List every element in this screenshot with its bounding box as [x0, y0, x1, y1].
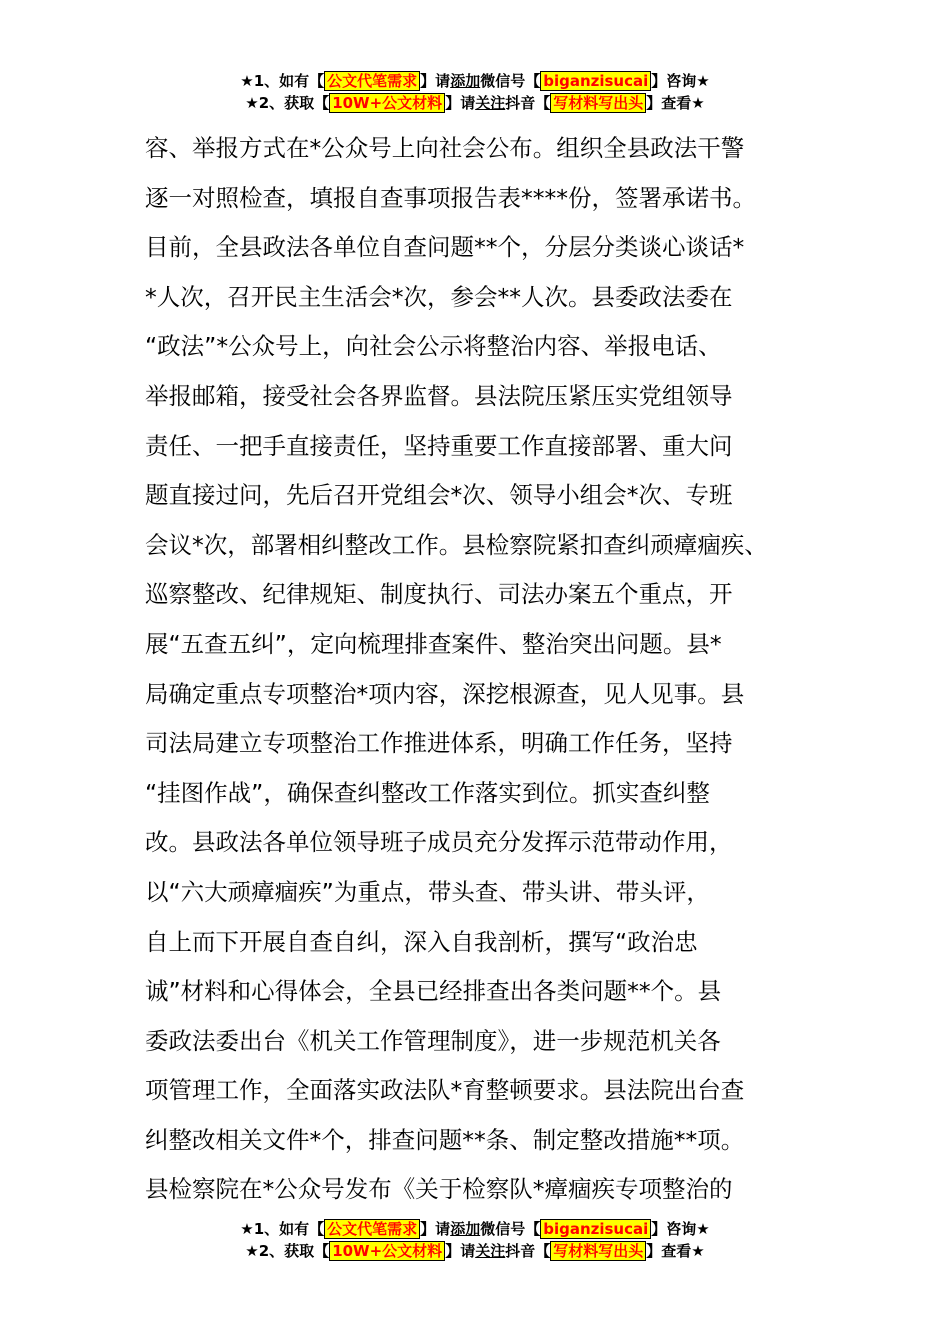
banner-line-1 — [0, 1218, 950, 1240]
banner-text: ★1、如有【 — [240, 72, 325, 90]
highlight-wechat-id: biganzisucai — [540, 1219, 651, 1239]
banner-text: 】请 — [420, 1220, 451, 1238]
highlight-materials: 10W+公文材料 — [329, 93, 445, 113]
underlined-follow: 关注 — [475, 94, 506, 112]
banner-text: 】查看★ — [646, 94, 705, 112]
banner-text: 抖音【 — [505, 1242, 551, 1260]
banner-text: ★2、获取【 — [245, 1242, 330, 1260]
banner-text: ★1、如有【 — [240, 1220, 325, 1238]
banner-text: 微信号【 — [480, 1220, 541, 1238]
body-line: 会议*次，部署相纠整改工作。县检察院紧扣查纠顽瘴痼疾、 — [145, 530, 768, 559]
banner-text: 】咨询★ — [651, 1220, 710, 1238]
highlight-materials: 10W+公文材料 — [329, 1241, 445, 1261]
body-line: 诚”材料和心得体会，全县已经排查出各类问题**个。县 — [145, 977, 722, 1006]
banner-line-2 — [0, 1240, 950, 1262]
body-line: 展“五查五纠”，定向梳理排查案件、整治突出问题。县* — [145, 629, 722, 658]
highlight-wechat-id: biganzisucai — [540, 71, 651, 91]
body-line: 以“六大顽瘴痼疾”为重点，带头查、带头讲、带头评， — [145, 877, 710, 906]
body-line: 巡察整改、纪律规矩、制度执行、司法办案五个重点，开 — [145, 580, 733, 609]
body-line: 委政法委出台《机关工作管理制度》，进一步规范机关各 — [145, 1026, 721, 1055]
banner-text: 】咨询★ — [651, 72, 710, 90]
body-line: 举报邮箱，接受社会各界监督。县法院压紧压实党组领导 — [145, 381, 733, 410]
body-line: “挂图作战”，确保查纠整改工作落实到位。抓实查纠整 — [145, 778, 710, 807]
highlight-douyin-account: 写材料写出头 — [550, 93, 646, 113]
banner-text: 】请 — [445, 94, 476, 112]
document-body — [145, 124, 825, 1215]
banner-text: 抖音【 — [505, 94, 551, 112]
underlined-add: 添加 — [450, 72, 481, 90]
body-line: 县检察院在*公众号发布《关于检察队*瘴痼疾专项整治的 — [145, 1175, 733, 1204]
footer-banner — [0, 1218, 950, 1262]
banner-text: ★2、获取【 — [245, 94, 330, 112]
banner-text: 】请 — [420, 72, 451, 90]
body-line: 自上而下开展自查自纠，深入自我剖析，撰写“政治忠 — [145, 927, 698, 956]
underlined-follow: 关注 — [475, 1242, 506, 1260]
body-line: “政法”*公众号上，向社会公示将整治内容、举报电话、 — [145, 332, 722, 361]
body-line: 逐一对照检查，填报自查事项报告表****份，签署承诺书。 — [145, 183, 756, 212]
body-line: 局确定重点专项整治*项内容，深挖根源查，见人见事。县 — [145, 679, 745, 708]
underlined-add: 添加 — [450, 1220, 481, 1238]
body-line: *人次，召开民主生活会*次，参会**人次。县委政法委在 — [145, 282, 733, 311]
banner-line-2 — [0, 92, 950, 114]
banner-text: 】请 — [445, 1242, 476, 1260]
banner-text: 微信号【 — [480, 72, 541, 90]
body-line: 项管理工作，全面落实政法队*育整顿要求。县法院出台查 — [145, 1076, 745, 1105]
body-line: 题直接过问，先后召开党组会*次、领导小组会*次、专班 — [145, 481, 733, 510]
banner-line-1 — [0, 70, 950, 92]
body-line: 改。县政法各单位领导班子成员充分发挥示范带动作用， — [145, 828, 733, 857]
body-line: 纠整改相关文件*个，排查问题**条、制定整改措施**项。 — [145, 1125, 745, 1154]
body-line: 责任、一把手直接责任，坚持重要工作直接部署、重大问 — [145, 431, 733, 460]
highlight-ghostwriting: 公文代笔需求 — [324, 71, 420, 91]
banner-text: 】查看★ — [646, 1242, 705, 1260]
body-line: 司法局建立专项整治工作推进体系，明确工作任务，坚持 — [145, 729, 733, 758]
header-banner — [0, 70, 950, 114]
highlight-ghostwriting: 公文代笔需求 — [324, 1219, 420, 1239]
highlight-douyin-account: 写材料写出头 — [550, 1241, 646, 1261]
body-line: 容、举报方式在*公众号上向社会公布。组织全县政法干警 — [145, 134, 745, 162]
body-line: 目前，全县政法各单位自查问题**个，分层分类谈心谈话* — [145, 233, 745, 262]
